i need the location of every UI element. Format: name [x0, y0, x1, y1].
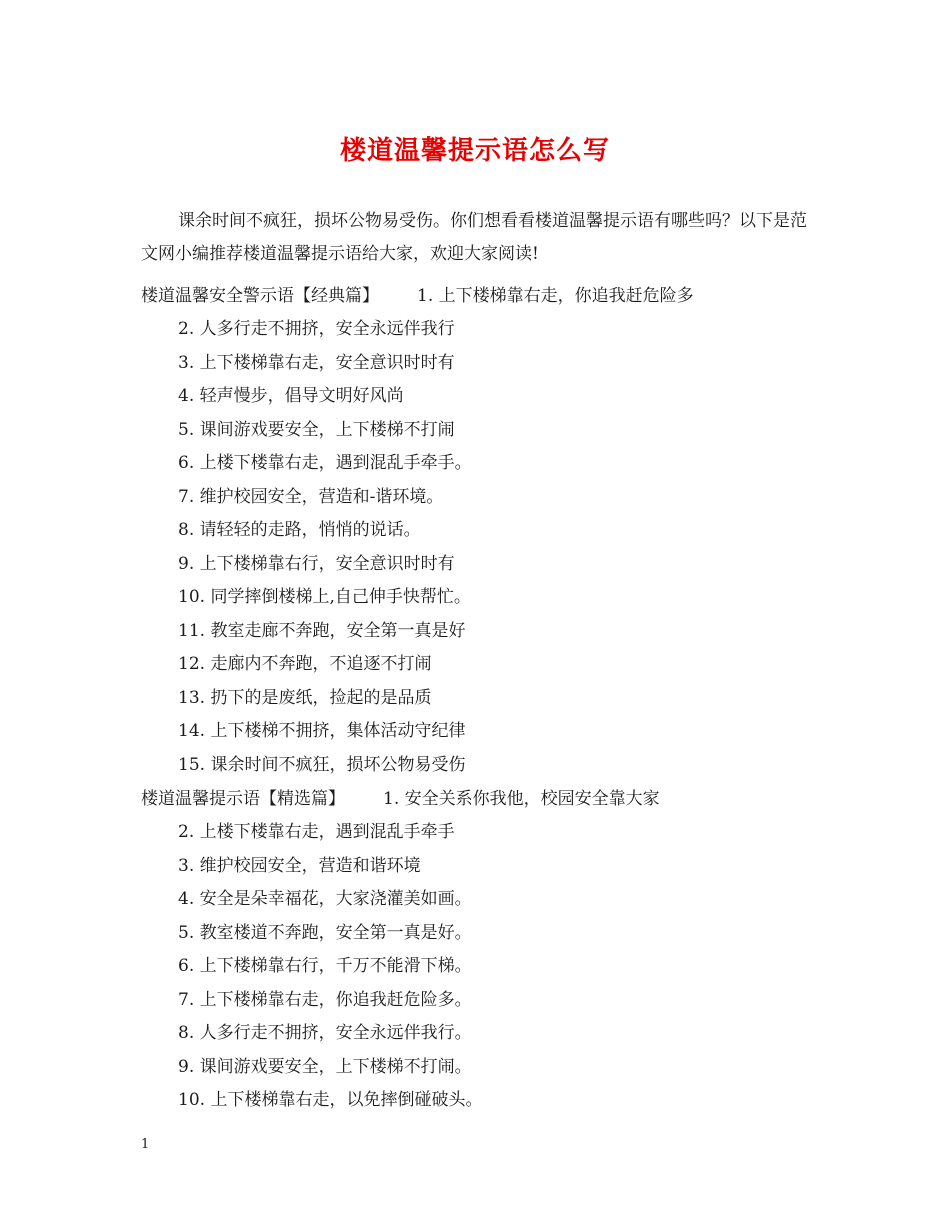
section-title: 楼道温馨安全警示语【经典篇】: [141, 286, 379, 306]
list-item: 8. 人多行走不拥挤，安全永远伴我行。: [178, 1023, 472, 1043]
section-heading-classic: [141, 281, 694, 306]
list-item: 4. 安全是朵幸福花，大家浇灌美如画。: [178, 889, 472, 909]
list-item: 5. 教室楼道不奔跑，安全第一真是好。: [178, 923, 472, 943]
list-item: 11. 教室走廊不奔跑，安全第一真是好: [178, 621, 466, 641]
list-item: 6. 上下楼梯靠右行，千万不能滑下梯。: [178, 956, 472, 976]
intro-paragraph: 课余时间不疯狂，损坏公物易受伤。你们想看看楼道温馨提示语有哪些吗？以下是范文网小编推荐楼道温馨提示语给大家，欢迎大家阅读!: [141, 211, 807, 264]
list-item: 4. 轻声慢步，倡导文明好风尚: [178, 386, 404, 406]
list-item: 13. 扔下的是废纸，捡起的是品质: [178, 688, 432, 708]
list-item: 15. 课余时间不疯狂，损坏公物易受伤: [178, 755, 466, 775]
list-item: 1. 上下楼梯靠右走，你追我赶危险多: [417, 286, 694, 306]
list-item: 3. 维护校园安全，营造和谐环境: [178, 856, 421, 876]
list-item: 9. 上下楼梯靠右行，安全意识时时有: [178, 554, 455, 574]
list-item: 7. 上下楼梯靠右走，你追我赶危险多。: [178, 990, 472, 1010]
list-item: 9. 课间游戏要安全，上下楼梯不打闹。: [178, 1057, 472, 1077]
section-heading-selected: [141, 784, 660, 809]
list-item: 2. 人多行走不拥挤，安全永远伴我行: [178, 319, 455, 339]
list-item: 10. 上下楼梯靠右走，以免摔倒碰破头。: [178, 1090, 483, 1110]
list-item: 12. 走廊内不奔跑，不追逐不打闹: [178, 654, 432, 674]
list-item: 3. 上下楼梯靠右走，安全意识时时有: [178, 353, 455, 373]
list-item: 6. 上楼下楼靠右走，遇到混乱手牵手。: [178, 453, 472, 473]
section-title: 楼道温馨提示语【精选篇】: [141, 789, 345, 809]
list-item: 8. 请轻轻的走路，悄悄的说话。: [178, 520, 421, 540]
document-title: 楼道温馨提示语怎么写: [339, 136, 610, 166]
page-number: 1: [141, 1137, 150, 1152]
list-item: 10. 同学摔倒楼梯上,自己伸手快帮忙。: [178, 587, 471, 607]
list-item: 5. 课间游戏要安全，上下楼梯不打闹: [178, 420, 455, 440]
list-item: 7. 维护校园安全，营造和-谐环境。: [178, 487, 444, 507]
list-item: 2. 上楼下楼靠右走，遇到混乱手牵手: [178, 822, 455, 842]
list-item: 1. 安全关系你我他，校园安全靠大家: [383, 789, 660, 809]
list-item: 14. 上下楼梯不拥挤，集体活动守纪律: [178, 721, 466, 741]
